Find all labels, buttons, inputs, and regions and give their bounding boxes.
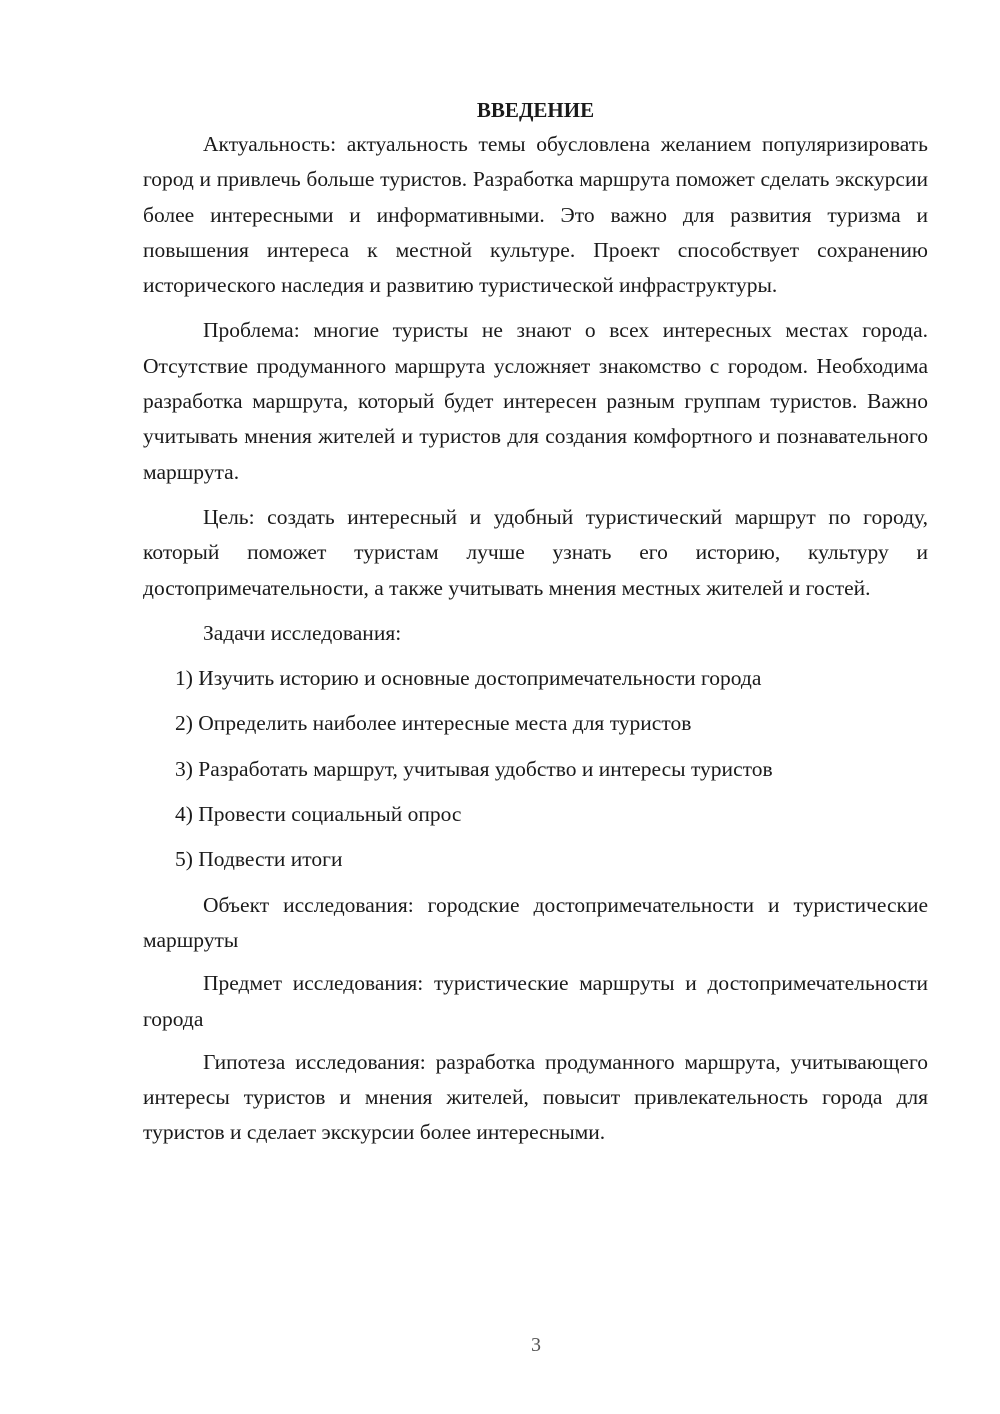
- task-item: 5) Подвести итоги: [175, 847, 343, 872]
- object-paragraph: Объект исследования: городские достопримечательности и туристические маршруты: [143, 892, 928, 952]
- page-number: 3: [531, 1334, 541, 1356]
- task-item: 3) Разработать маршрут, учитывая удобство и интересы туристов: [175, 756, 773, 781]
- hypothesis-paragraph: Гипотеза исследования: разработка продуманного маршрута, учитывающего интересы туристов и мнения жителей, повысит привлекательность города для туристов и сделает экскурсии более интересными.: [143, 1049, 928, 1145]
- problem-paragraph: Проблема: многие туристы не знают о всех интересных местах города. Отсутствие продуманного маршрута усложняет знакомство с городом. Необходима разработка маршрута, который будет интересен разным группам туристов. Важно учитывать мнения жителей и туристов для создания комфортного и познавательного маршрута.: [143, 318, 928, 484]
- tasks-heading: Задачи исследования:: [203, 620, 402, 645]
- goal-paragraph: Цель: создать интересный и удобный туристический маршрут по городу, который поможет туристам лучше узнать его историю, культуру и достопримечательности, а также учитывать мнения местных жителей и гостей.: [143, 504, 928, 600]
- relevance-paragraph: Актуальность: актуальность темы обусловлена желанием популяризировать город и привлечь больше туристов. Разработка маршрута поможет сделать экскурсии более интересными и информативными. Это важно для развития туризма и повышения интереса к местной культуре. Проект способствует сохранению исторического наследия и развитию туристической инфраструктуры.: [143, 132, 928, 298]
- subject-paragraph: Предмет исследования: туристические маршруты и достопримечательности города: [143, 971, 928, 1031]
- task-item: 4) Провести социальный опрос: [175, 802, 462, 827]
- tasks-list: [143, 661, 928, 877]
- section-title: ВВЕДЕНИЕ: [476, 98, 595, 122]
- task-item: 2) Определить наиболее интересные места для туристов: [175, 711, 692, 736]
- task-item: 1) Изучить историю и основные достопримечательности города: [175, 666, 762, 691]
- document-page: [143, 95, 928, 1161]
